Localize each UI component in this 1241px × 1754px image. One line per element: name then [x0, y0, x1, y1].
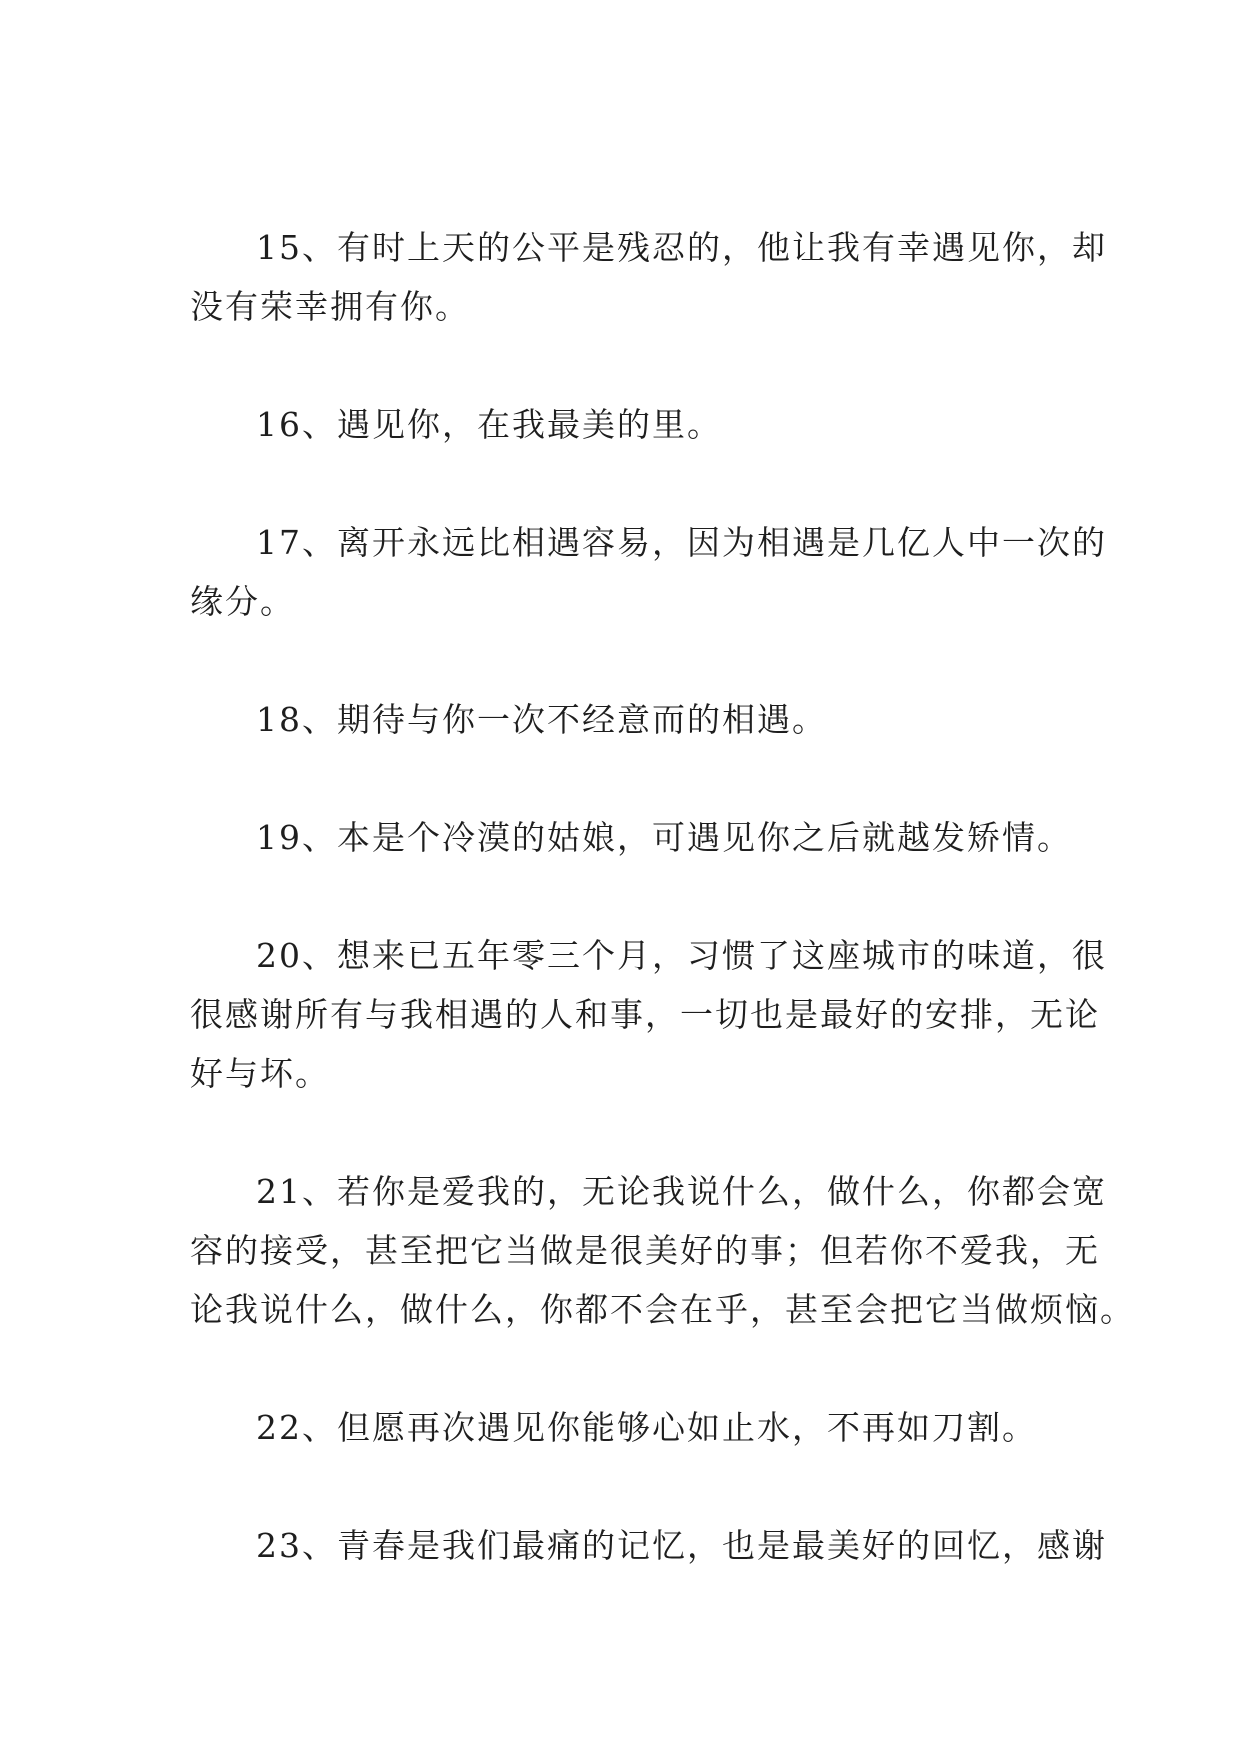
paragraph-22	[190, 1398, 1050, 1457]
paragraph-line: 17、离开永远比相遇容易，因为相遇是几亿人中一次的	[256, 523, 1107, 562]
paragraph-line: 容的接受，甚至把它当做是很美好的事；但若你不爱我，无	[190, 1231, 1100, 1270]
paragraph-line: 缘分。	[190, 582, 295, 621]
paragraph-15	[190, 218, 1107, 336]
paragraph-20	[190, 926, 1107, 1103]
paragraph-line: 21、若你是爱我的，无论我说什么，做什么，你都会宽	[256, 1172, 1107, 1211]
paragraph-line: 19、本是个冷漠的姑娘，可遇见你之后就越发矫情。	[256, 818, 1072, 857]
paragraph-line: 没有荣幸拥有你。	[190, 287, 470, 326]
paragraph-line: 15、有时上天的公平是残忍的，他让我有幸遇见你，却	[256, 228, 1107, 267]
paragraph-line: 22、但愿再次遇见你能够心如止水，不再如刀割。	[256, 1408, 1037, 1447]
paragraph-line: 论我说什么，做什么，你都不会在乎，甚至会把它当做烦恼。	[190, 1290, 1135, 1329]
paragraph-line: 16、遇见你，在我最美的里。	[256, 405, 722, 444]
document-body	[190, 218, 1135, 1634]
paragraph-18	[190, 690, 1050, 749]
paragraph-21	[190, 1162, 1135, 1339]
paragraph-17	[190, 513, 1107, 631]
paragraph-line: 很感谢所有与我相遇的人和事，一切也是最好的安排，无论	[190, 995, 1100, 1034]
paragraph-16	[190, 395, 1050, 454]
paragraph-19	[190, 808, 1072, 867]
paragraph-line: 18、期待与你一次不经意而的相遇。	[256, 700, 827, 739]
paragraph-line: 23、青春是我们最痛的记忆，也是最美好的回忆，感谢	[256, 1526, 1107, 1565]
paragraph-line: 好与坏。	[190, 1054, 330, 1093]
paragraph-23	[190, 1516, 1107, 1575]
paragraph-line: 20、想来已五年零三个月，习惯了这座城市的味道，很	[256, 936, 1107, 975]
